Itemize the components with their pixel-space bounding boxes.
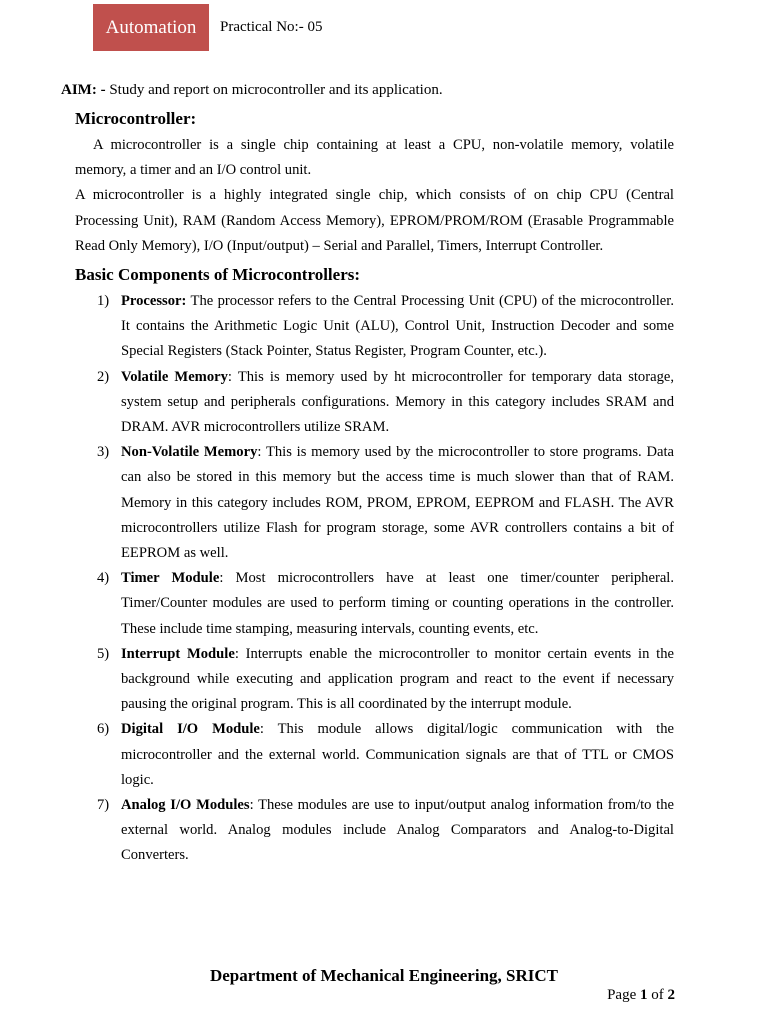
list-number: 6) (97, 721, 110, 738)
page-prefix: Page (607, 987, 640, 1003)
list-number: 4) (97, 570, 110, 587)
document-body (75, 106, 674, 869)
header-badge (93, 4, 209, 51)
list-text: : This is memory used by the microcontroller to store programs. Data can also be stored in this memory but the access time is much slower than that of RAM. Memory in this category includes ROM, PROM, EPROM, EEPROM and FLASH. The AVR microcontrollers utilize Flash for program storage, some AVR controllers contains a bit of EEPROM as well. (121, 444, 675, 562)
footer-page-number (607, 987, 675, 1004)
aim-label: AIM: - (61, 82, 106, 98)
aim-line (61, 82, 443, 99)
list-text: : Most microcontrollers have at least one timer/counter peripheral. Timer/Counter modules are used to perform timing or counting operations in the controller. These include time stamping, measuring intervals, counting events, etc. (121, 570, 674, 637)
list-item (75, 440, 674, 566)
list-term: Processor: (121, 293, 187, 310)
list-term: Analog I/O Modules (121, 797, 250, 814)
list-item (75, 566, 674, 642)
list-text: The processor refers to the Central Processing Unit (CPU) of the microcontroller. It contains the Arithmetic Logic Unit (ALU), Control Unit, Instruction Decoder and some Special Registers (Stack Pointer, Status Register, Program Counter, etc.). (121, 293, 674, 360)
list-item (75, 365, 674, 441)
list-number: 2) (97, 368, 110, 385)
list-item (75, 793, 674, 869)
list-number: 5) (97, 645, 110, 662)
page-total: 2 (667, 987, 675, 1003)
page-of: of (647, 987, 668, 1003)
list-term: Digital I/O Module (121, 721, 260, 738)
list-item (75, 717, 674, 793)
list-text: : This module allows digital/logic communication with the microcontroller and the external world. Communication signals are that of TTL or CMOS logic. (121, 721, 674, 788)
heading-microcontroller: Microcontroller: (75, 109, 197, 128)
header-badge-label: Automation (105, 16, 197, 38)
list-text: : These modules are use to input/output analog information from/to the external world. Analog modules include Analog Comparators and Analog-to-Digital Converters. (121, 797, 674, 864)
list-item (75, 642, 674, 718)
list-term: Non-Volatile Memory (121, 444, 258, 461)
list-text: : This is memory used by ht microcontroller for temporary data storage, system setup and peripherals configurations. Memory in this category includes SRAM and DRAM. AVR microcontrollers utilize SRAM. (121, 368, 674, 436)
page-current: 1 (640, 987, 648, 1003)
list-text: : Interrupts enable the microcontroller to monitor certain events in the background while executing and application program and react to the event if necessary pausing the original program. This is all coordinated by the interrupt module. (121, 645, 674, 713)
list-number: 7) (97, 797, 110, 814)
components-list (75, 289, 674, 869)
aim-text: Study and report on microcontroller and its application. (105, 82, 443, 98)
list-term: Timer Module (121, 570, 220, 587)
list-number: 1) (97, 293, 110, 310)
list-item (75, 289, 674, 365)
paragraph-definition-2: A microcontroller is a highly integrated single chip, which consists of on chip CPU (Central Processing Unit), RAM (Random Access Memory), EPROM/PROM/ROM (Erasable Programmable Read Only Memory), I/O (Input/output) – Serial and Parallel, Timers, Interrupt Controller. (75, 187, 674, 254)
heading-basic-components: Basic Components of Microcontrollers: (75, 265, 361, 285)
paragraph-definition-1: A microcontroller is a single chip containing at least a CPU, non-volatile memory, volatile memory, a timer and an I/O control unit. (75, 137, 674, 179)
list-term: Interrupt Module (121, 645, 235, 662)
footer-department: Department of Mechanical Engineering, SRICT (209, 966, 558, 985)
list-number: 3) (97, 444, 110, 461)
list-term: Volatile Memory (121, 368, 228, 385)
practical-number: Practical No:- 05 (220, 19, 323, 35)
